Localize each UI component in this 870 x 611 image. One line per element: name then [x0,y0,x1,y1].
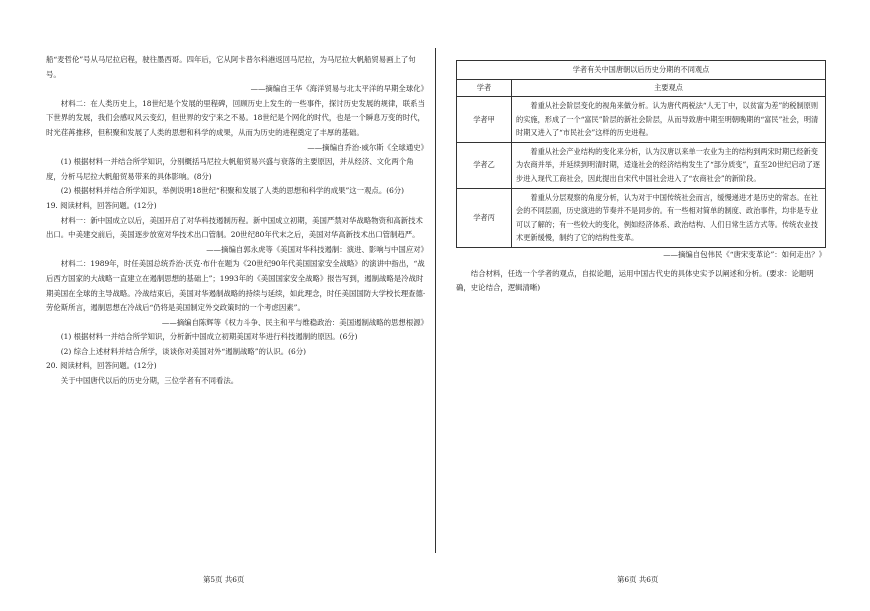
source-citation: ——摘编自包伟民《“唐宋变革论”：如何走出？》 [663,249,826,259]
table-header-view: 主要观点 [512,80,826,97]
text-paragraph: 材料二：在人类历史上，18世纪是个发展的里程碑，回顾历史上发生的一些事件，探讨历史发展的规律，联系当下世界的发展，我们会感叹风云变幻，但世界的安宁来之不易。18世纪是个网化的时代，也是一个瞬息万变的时代，时光荏苒推移，但积聚和发展了人类的思想和科学的成果，从而为历史的进程奠定了丰厚的基础。 [46,98,425,137]
scholar-view: 着重从社会产业结构的变化来分析，认为汉唐以来单一农业为主的结构到两宋时期已经新变为农商并举，并延续到明清时期，适逢社会的经济结构发生了“部分质变”，直至20世纪启动了逐步进入现代工商社会，因此提出自宋代中国社会进入了“农商社会”的新阶段。 [512,142,826,188]
text-paragraph: 材料二：1989年，时任美国总统乔治·沃克·布什在题为《20世纪90年代美国国家安全战略》的演讲中指出，“战后西方国家的大战略一直建立在遏制思想的基础上”；1993年的《美国国家安全战略》报告写到，遏制战略是冷战时期美国在全球的主导战略。冷战结束后，美国对华遏制战略的持续与延续，如此理念，时任美国国防大学校长理查德·劳伦斯所言，遏制思想在冷战后“仍将是美国制定外交政策时的一个考虑因素”。 [46,259,426,313]
text-paragraph: (2) 综合上述材料并结合所学，谈谈你对美国对外“遏制战略”的认识。(6分) [60,346,306,356]
scholar-view: 着重从分层观察的角度分析，认为对于中国传统社会而言，缓慢递进才是历史的常态。在社会的不同层面，历史演进的节奏并不是同步的。有一些相对简单的制度、政治事件，均非是专业可以了解的；有一些较大的变化，例如经济体系、政治结构、人们日常生活方式等。传统农业技术更新缓慢，制约了它的结构性变革。 [512,188,826,247]
source-citation: ——摘编自王华《海洋贸易与北太平洋的早期全球化》 [250,84,428,94]
text-paragraph: (1) 根据材料一并结合所学知识，分别概括马尼拉大帆船贸易兴盛与衰落的主要原因，并从经济、文化两个角度，分析马尼拉大帆船贸易带来的具体影响。(8分) [46,157,414,181]
question-text: 结合材料，任选一个学者的观点，自拟论题，运用中国古代史的具体史实予以阐述和分析。(要求：论题明确，史论结合，逻辑清晰) [456,268,814,293]
table-caption: 学者有关中国唐朝以后历史分期的不同观点 [457,61,826,80]
text-paragraph: 19. 阅读材料，回答问题。(12分) [46,200,157,210]
page-divider [435,48,436,553]
left-column [46,53,428,389]
text-paragraph: 关于中国唐代以后的历史分期，三位学者有不同看法。 [60,376,239,386]
scholar-view: 着重从社会阶层变化的视角来做分析。认为唐代两税法“人无丁中，以贫富为差”的税制原则的实施，形成了一个“富民”阶层的新社会阶层，从而导致唐中期至明朝晚期的“富民”社会，明清时期又进入了“市民社会”这样的历史进程。 [512,97,826,143]
table-row [457,97,826,143]
table-row [457,142,826,188]
text-paragraph: 20. 阅读材料，回答问题。(12分) [46,361,157,371]
right-column [456,53,826,296]
text-paragraph: 材料一：新中国成立以后，美国开启了对华科技遏制历程。新中国成立初期，美国严禁对华战略物资和高新技术出口。中美建交前后，美国逐步放宽对华技术出口管制。20世纪80年代末之后，美国对华高新技术出口管制趋严。 [46,215,423,240]
text-paragraph: (1) 根据材料一并结合所学知识，分析新中国成立初期美国对华进行科技遏制的原因。(6分) [60,332,358,342]
page-number-left: 第5页 共6页 [203,575,245,584]
source-citation: ——摘编自陈辉等《权力斗争、民主和平与维稳政治：美国遏制战略的思想根源》 [161,317,428,327]
scholar-name: 学者乙 [457,142,512,188]
table-header-scholar: 学者 [457,80,512,97]
scholar-views-table [456,60,826,248]
text-paragraph: (2) 根据材料并结合所学知识，举例说明18世纪“积聚和发展了人类的思想和科学的成果”这一观点。(6分) [60,186,405,196]
page-number-right: 第6页 共6页 [617,575,659,584]
table-row [457,188,826,247]
scholar-name: 学者丙 [457,188,512,247]
source-citation: ——摘编自乔治·威尔斯《全球通史》 [307,142,428,152]
text-paragraph: 船“麦哲伦”号从马尼拉启程，驶往墨西哥。四年后，它从阿卡普尔科港返回马尼拉，为马尼拉大帆船贸易画上了句号。 [46,55,416,79]
scholar-name: 学者甲 [457,97,512,143]
source-citation: ——摘编自郭永虎等《美国对华科技遏制：演进、影响与中国应对》 [206,244,428,254]
